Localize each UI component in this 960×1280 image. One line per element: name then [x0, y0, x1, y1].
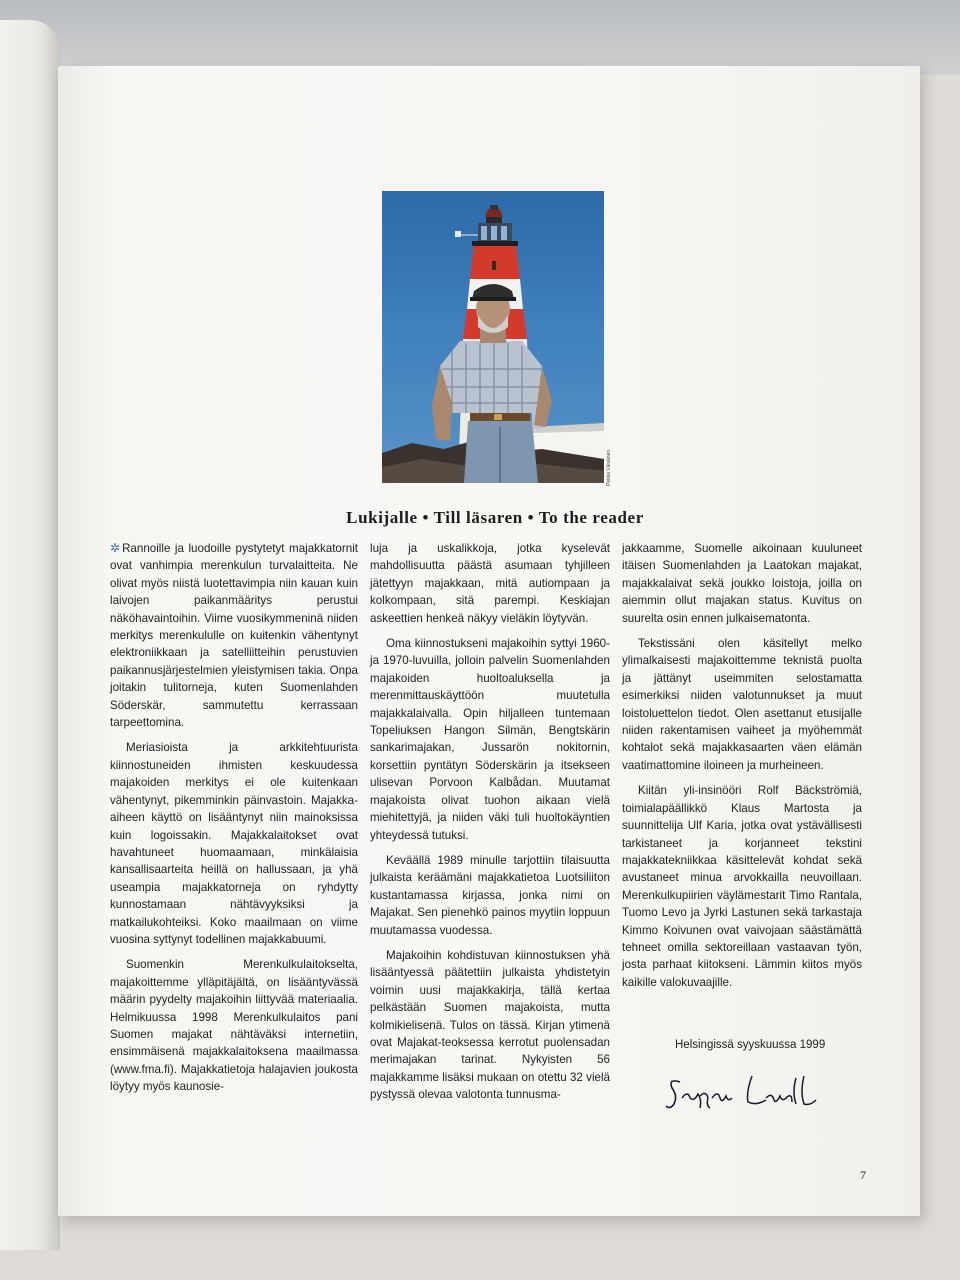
- paragraph: Majakoihin kohdistuvan kiinnostuksen yhä lisääntyessä päätettiin julkaista yhdistetyin voimin uusi majakkakirja, tällä kertaa pelkästään Suomen majakoista, mutta kolmikielisenä. Tulos on tässä. Kirjan ytimenä ovat Majakat-teoksessa kerrotut puolensadan merimajakan tarinat. Nykyisten 56 majakkamme lisäksi mukaan on otettu 32 vielä pystyssä olevaa valotonta tunnusma-: [370, 948, 610, 1102]
- paragraph: Oma kiinnostukseni majakoihin syttyi 1960- ja 1970-luvuilla, jolloin palvelin Suomenlahden majakoiden huoltoaluksella ja merenmittauskäyttöön muutetulla majakkalaivalla. Opin hiljalleen tuntemaan Topeliuksen Hangon Silmän, Bengtskärin sankarimajakan, Jussarön nokitornin, korsettiin pyntätyn Söderskärin ja itsekseen ulisevan Porvoon Kalbådan. Muutamat majakoista olivat tuohon aikaan vielä miehitettyjä, ja niiden väki tuli huoltokäyntien yhteydessä tutuksi.: [370, 637, 610, 842]
- text-column-3: [622, 540, 862, 999]
- photo-illustration: [382, 191, 604, 483]
- paragraph: [110, 540, 358, 731]
- page-number: 7: [860, 1168, 866, 1182]
- text-column-2: [370, 540, 610, 1112]
- paragraph: Keväällä 1989 minulle tarjottiin tilaisuutta julkaista keräämäni majakkatietoa Luotsiliiton kustantamassa kirjassa, jonka nimi on Majakat. Sen pienehkö painos myytiin loppuun muutamassa vuodessa.: [370, 853, 610, 937]
- paragraph: luja ja uskalikkoja, jotka kyselevät mahdollisuutta päästä asumaan tyhjilleen jätettyyn majakkaan, mitä autiompaan ja kolkompaan, sitä parempi. Keskiajan askeettien henkeä näkyy vieläkin löytyvän.: [370, 542, 610, 625]
- facing-page-edge: [0, 20, 60, 1250]
- paragraph: Suomenkin Merenkulkulaitokselta, majakoittemme ylläpitäjältä, on lisääntyvässä määrin pyydelty majakoihin liittyvää materiaalia. Helmikuussa 1998 Merenkulkulaitos pani Suomen majakat nähtäväksi internetiin, ensimmäisenä majakkalaitoksena maailmassa (www.fma.fi). Majakkatietoja halajavien joukosta löytyy myös kaunosie-: [110, 958, 358, 1094]
- paragraph: Tekstissäni olen käsitellyt melko ylimalkaisesti majakoittemme teknistä puolta ja jättänyt useimmiten selostamatta esimerkiksi niiden valotunnukset ja muut loistoluettelon tiedot. Olen asettanut etusijalle niiden rakentamisen vaiheet ja myöhemmät kohtalot sekä majakkasaarten väen elämän vaatimattomine iloineen ja murheineen.: [622, 637, 862, 772]
- lighthouse-keeper-photo: [382, 191, 604, 483]
- text-column-1: [110, 540, 358, 1104]
- page-heading: Lukijalle • Till läsaren • To the reader: [346, 508, 644, 527]
- signature-image: [666, 1072, 826, 1116]
- background-surface: [0, 0, 960, 75]
- paragraph-text: Rannoille ja luodoille pystytetyt majakkatornit ovat vanhimpia merenkulun turvalaitteita. Ne olivat myös niistä luotettavimpia niin kauan kuin laivojen paikanmääritys perustui näköhavaintoihin. Viime vuosikymmeninä niiden merkitys merenkululle on kuitenkin vähentynyt elektroniikkaan ja satelliitteihin perustuvien paikannusjärjestelmien yleistymisen takia. Onpa joitakin tulitorneja, kuten Suomenlahden Söderskär, sammutettu kerrassaan tarpeettomina.: [110, 542, 358, 730]
- paragraph: Kiitän yli-insinööri Rolf Bäckströmiä, toimialapäällikkö Klaus Martosta ja suunnittelija Ulf Karia, jotka ovat ystävällisesti tarkistaneet ja korjanneet tekstini majakkatekniikkaa käsittelevät kohdat sekä avustaneet minua arvokkailla neuvoillaan. Merenkulkupiirien väylämestarit Timo Rantala, Tuomo Levo ja Jyrki Lastunen sekä tarkastaja Kimmo Koivunen ovat vaivojaan säästämättä tehneet omilla sektoreillaan vastaavan työn, josta parhaat kiitokseni. Lämmin kiitos myös kaikille valokuvaajille.: [622, 784, 862, 989]
- paragraph: Meriasioista ja arkkitehtuurista kiinnostuneiden ihmisten keskuudessa majakoiden merkitys ei ole kuitenkaan vähentynyt, pikemminkin päinvastoin. Majakka-aiheen käyttö on lisääntynyt niin mainoksissa kuin logoissakin. Majakkalaitokset ovat havahtuneet huomaamaan, minkälaisia kansallisaarteita heillä on hallussaan, ja yhä useampia majakkatorneja on ryhdytty kunnostamaan nähtävyyksiksi ja matkailukohteiksi. Koko maailmaan on viime vuosina syttynyt todellinen majakkabuumi.: [110, 741, 358, 946]
- star-icon: ✲: [110, 541, 121, 555]
- photo-credit: Pekka Väisänen: [606, 449, 612, 486]
- place-and-date: Helsingissä syyskuussa 1999: [675, 1039, 826, 1051]
- paragraph: jakkaamme, Suomelle aikoinaan kuuluneet itäisen Suomenlahden ja Laatokan majakat, majakkalaivat sekä joukko loistoja, joilla on aiemmin ollut majakan status. Kuvitus on suurelta osin ennen julkaisematonta.: [622, 542, 862, 625]
